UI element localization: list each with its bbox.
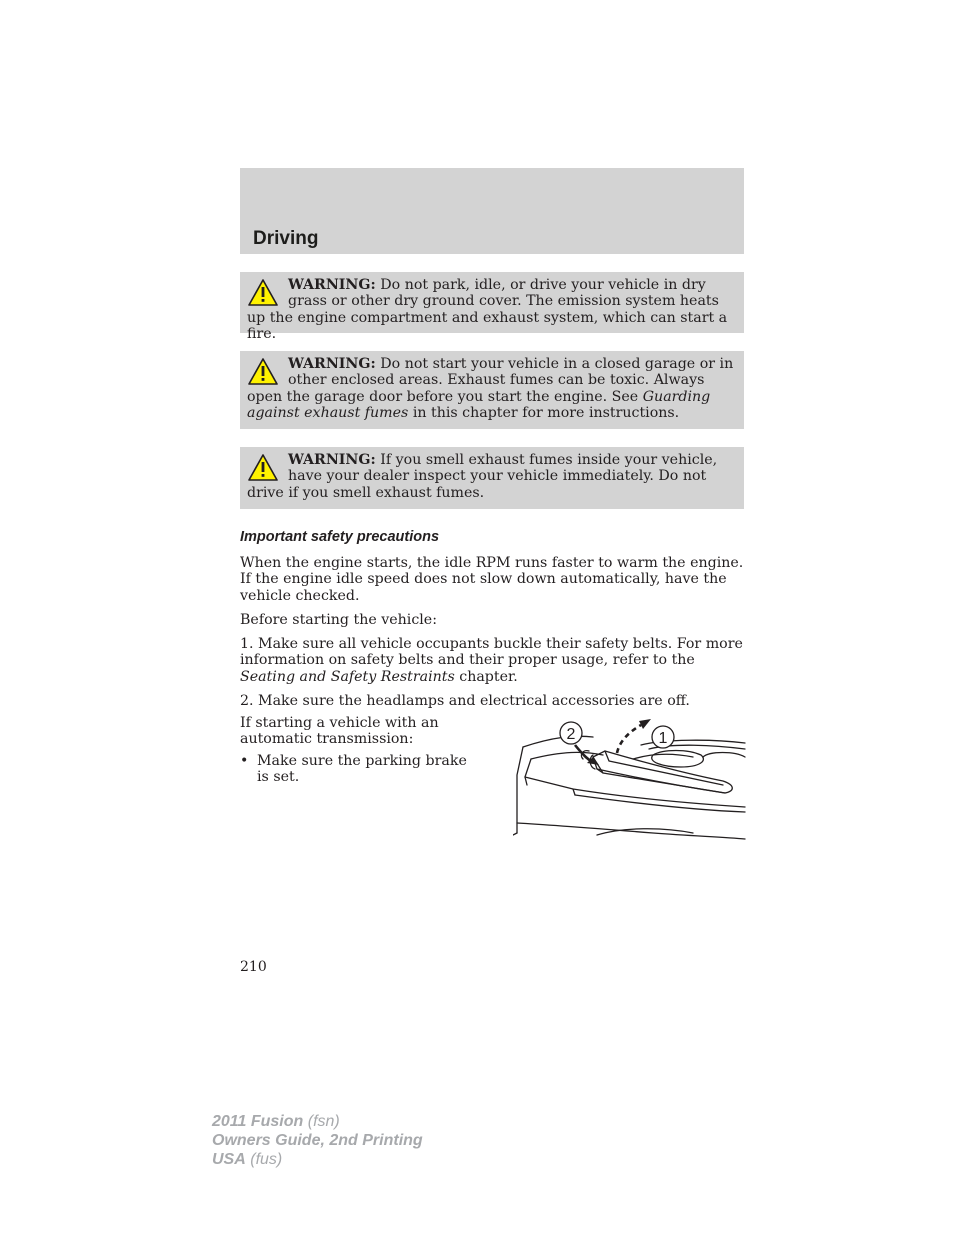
warning-label: WARNING: — [288, 356, 376, 372]
warning-box-exhaust-fumes — [240, 447, 744, 509]
automatic-transmission-paragraph: If starting a vehicle with an automatic transmission: — [240, 715, 439, 748]
warning-triangle-icon — [247, 278, 279, 307]
footer-model: 2011 Fusion — [212, 1113, 304, 1130]
warning-triangle-icon — [247, 453, 279, 482]
callout-1-label: 1 — [658, 730, 668, 747]
chapter-title: Driving — [253, 228, 319, 249]
bullet-text: Make sure the parking brake is set. — [257, 753, 467, 786]
footer-model-code: (fsn) — [307, 1113, 340, 1130]
warning-label: WARNING: — [288, 277, 376, 293]
footer-market-code: (fus) — [250, 1151, 283, 1168]
callout-2-label: 2 — [566, 726, 576, 743]
step-1-text: 1. Make sure all vehicle occupants buckle their safety belts. For more information on safety belts and their proper usage, refer to the — [240, 636, 743, 669]
footer — [212, 1112, 423, 1169]
intro-paragraph: When the engine starts, the idle RPM runs faster to warm the engine. If the engine idle speed does not slow down automatically, have the vehicle checked. — [240, 555, 744, 604]
warning-label: WARNING: — [288, 452, 376, 468]
before-starting-paragraph: Before starting the vehicle: — [240, 612, 437, 628]
step-2-paragraph: 2. Make sure the headlamps and electrical accessories are off. — [240, 693, 690, 709]
page-number: 210 — [240, 959, 267, 975]
warning-text: Do not start your vehicle in a closed garage or in other enclosed areas. Exhaust fumes can be toxic. Always open the garage door before you start the engine. See — [247, 356, 734, 405]
cross-reference: Guarding against exhaust fumes — [247, 388, 711, 421]
chapter-header-band — [240, 168, 744, 254]
warning-triangle-icon — [247, 357, 279, 386]
warning-text: If you smell exhaust fumes inside your vehicle, have your dealer inspect your vehicle immediately. Do not drive if you smell exhaust fumes. — [247, 452, 718, 501]
warning-box-closed-garage — [240, 351, 744, 429]
footer-guide-title: Owners Guide, 2nd Printing — [212, 1132, 423, 1149]
parking-brake-illustration — [513, 715, 747, 841]
section-heading: Important safety precautions — [240, 529, 440, 545]
list-item — [240, 753, 480, 786]
footer-market: USA — [212, 1151, 246, 1168]
step-1-paragraph — [240, 636, 746, 685]
warning-text: Do not park, idle, or drive your vehicle in dry grass or other dry ground cover. The emission system heats up the engine compartment and exhaust system, which can start a fire. — [247, 277, 728, 342]
bullet-icon: • — [240, 753, 249, 769]
warning-box-dry-grass — [240, 272, 744, 342]
warning-text-continued: in this chapter for more instructions. — [412, 404, 680, 421]
cross-reference: Seating and Safety Restraints — [240, 668, 455, 685]
step-1-text-continued: chapter. — [459, 668, 518, 685]
